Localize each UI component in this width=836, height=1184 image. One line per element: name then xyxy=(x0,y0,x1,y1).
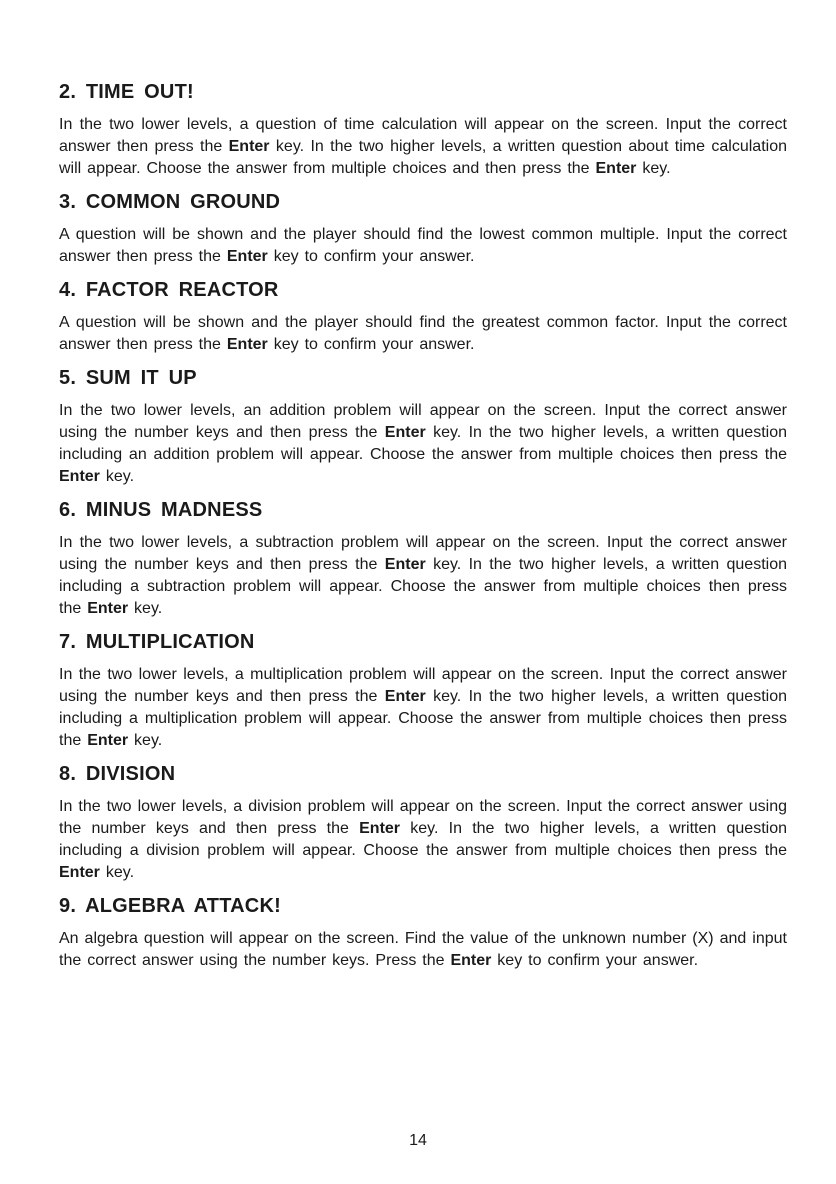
body-text: key. In the two higher levels, a written question including an addition problem will appear. Choose the answer from multiple choices then press the xyxy=(59,424,788,463)
key-name: Enter xyxy=(384,556,426,573)
page-number: 14 xyxy=(409,1132,427,1149)
section-body xyxy=(59,928,787,972)
body-text: key. In the two higher levels, a written question including a multiplication problem will appear. Choose the answer from multiple choices then press the xyxy=(59,688,788,749)
body-text: A question will be shown and the player should find the greatest common factor. Input the correct answer then press the xyxy=(59,314,787,353)
key-name: Enter xyxy=(87,732,129,749)
section-body xyxy=(59,400,787,488)
body-text: key. xyxy=(128,732,163,749)
section-body xyxy=(59,114,787,180)
key-name: Enter xyxy=(450,952,492,969)
key-name: Enter xyxy=(384,424,426,441)
section-title: 8. DIVISION xyxy=(59,763,176,785)
instructions-content xyxy=(59,79,787,981)
game-section xyxy=(59,893,787,972)
section-title: 3. COMMON GROUND xyxy=(59,191,281,213)
game-section xyxy=(59,79,787,180)
section-title: 5. SUM IT UP xyxy=(59,367,197,389)
body-text: key to confirm your answer. xyxy=(267,248,475,265)
body-text: key. xyxy=(128,600,163,617)
body-text: key to confirm your answer. xyxy=(491,952,699,969)
body-text: key. xyxy=(636,160,671,177)
body-text: An algebra question will appear on the screen. Find the value of the unknown number (X) and input the correct answer using the number keys. Press the xyxy=(59,930,787,969)
game-section xyxy=(59,761,787,884)
body-text: In the two lower levels, a question of time calculation will appear on the screen. Input the correct answer then press the xyxy=(59,116,787,155)
section-title: 9. ALGEBRA ATTACK! xyxy=(59,895,281,917)
game-section xyxy=(59,189,787,268)
section-body xyxy=(59,312,787,356)
game-section xyxy=(59,277,787,356)
body-text: key. In the two higher levels, a written question including a subtraction problem will appear. Choose the answer from multiple choices then press the xyxy=(59,556,788,617)
section-body xyxy=(59,664,787,752)
key-name: Enter xyxy=(226,248,268,265)
body-text: key. In the two higher levels, a written question including a division problem will appear. Choose the answer from multiple choices then press the xyxy=(59,820,787,859)
body-text: A question will be shown and the player should find the lowest common multiple. Input the correct answer then press the xyxy=(59,226,787,265)
key-name: Enter xyxy=(359,820,401,837)
game-section xyxy=(59,497,787,620)
section-title: 7. MULTIPLICATION xyxy=(59,631,255,653)
key-name: Enter xyxy=(59,468,100,485)
body-text: In the two lower levels, a division problem will appear on the screen. Input the correct answer using the number keys and then press the xyxy=(59,798,787,837)
body-text: In the two lower levels, a subtraction problem will appear on the screen. Input the correct answer using the number keys and then press the xyxy=(59,534,787,573)
key-name: Enter xyxy=(59,864,100,881)
section-title: 4. FACTOR REACTOR xyxy=(59,279,279,301)
body-text: key. xyxy=(99,864,135,881)
section-title: 2. TIME OUT! xyxy=(59,81,194,103)
key-name: Enter xyxy=(228,138,270,155)
body-text: key. xyxy=(99,468,135,485)
game-section xyxy=(59,629,787,752)
key-name: Enter xyxy=(384,688,426,705)
key-name: Enter xyxy=(595,160,637,177)
key-name: Enter xyxy=(226,336,268,353)
body-text: In the two lower levels, an addition problem will appear on the screen. Input the correct answer using the number keys and then press the xyxy=(59,402,787,441)
section-title: 6. MINUS MADNESS xyxy=(59,499,263,521)
body-text: key to confirm your answer. xyxy=(267,336,475,353)
key-name: Enter xyxy=(87,600,129,617)
section-body xyxy=(59,224,787,268)
game-section xyxy=(59,365,787,488)
body-text: In the two lower levels, a multiplication problem will appear on the screen. Input the correct answer using the number keys and then press the xyxy=(59,666,787,705)
body-text: key. In the two higher levels, a written question about time calculation will appear. Choose the answer from multiple choices and then press the xyxy=(59,138,787,177)
section-body xyxy=(59,532,787,620)
section-body xyxy=(59,796,787,884)
